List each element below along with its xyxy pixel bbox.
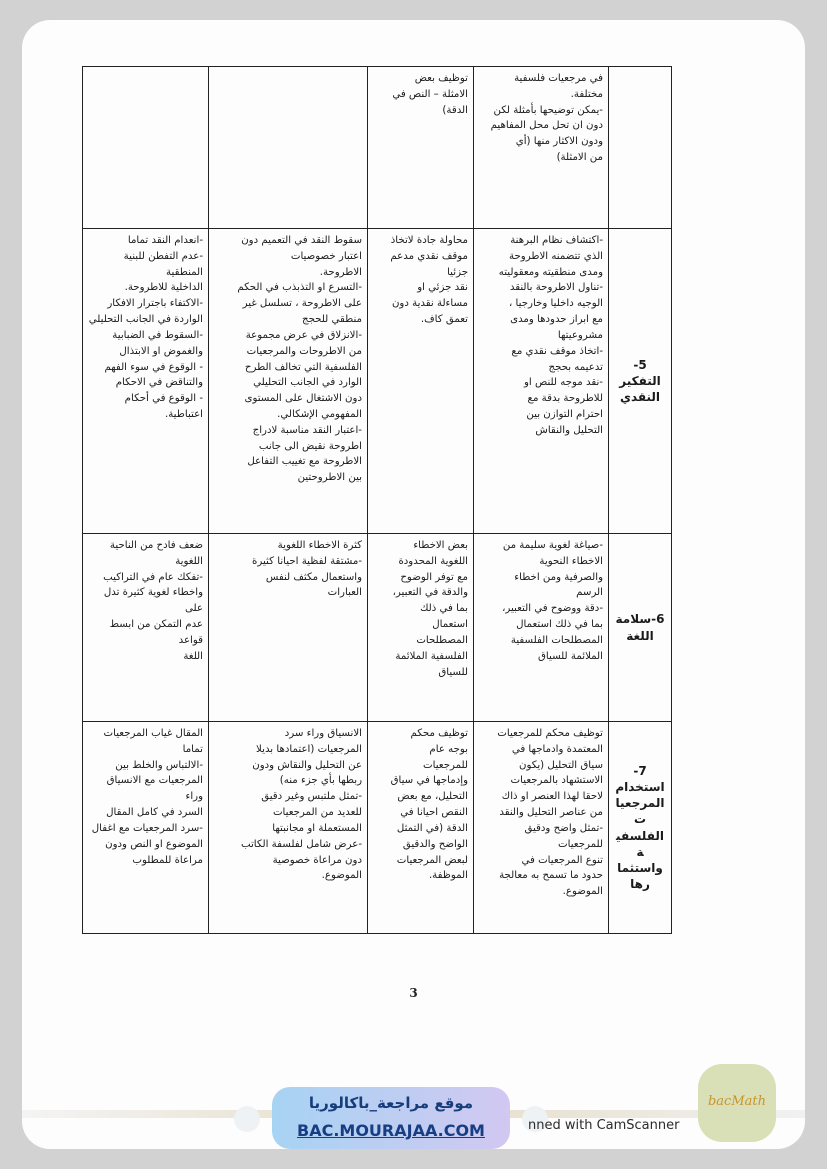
rubric-row xyxy=(83,534,672,722)
cell-line: الامثلة – النص في xyxy=(392,88,468,100)
cell-line: توظيف محكم للمرجعيات xyxy=(497,728,603,739)
cell-line: وإدماجها في سياق xyxy=(390,775,468,787)
cell-line: اعتباطية. xyxy=(164,408,203,420)
cell-line: مع توفر الوضوح xyxy=(400,571,468,583)
rubric-body xyxy=(83,67,672,934)
page-number: 3 xyxy=(409,986,418,1000)
cell-line: واخطاء لغوية كثيرة تدل على xyxy=(103,587,203,615)
cell-line: الانسياق وراء سرد xyxy=(284,728,362,739)
level-cell-c3 xyxy=(209,67,368,229)
cell-line: سقوط النقد في التعميم دون xyxy=(241,235,362,246)
cell-line: واستعمال مكثف لنفس xyxy=(265,571,362,583)
cell-line: الواردة في الجانب التحليلي xyxy=(88,314,203,326)
cell-line: -الاكتفاء باجترار الافكار xyxy=(107,298,203,310)
cell-line: -تمثل ملتبس وغير دقيق xyxy=(261,791,362,803)
cell-line: المفهومي الإشكالي. xyxy=(277,408,362,420)
cell-line: الاستشهاد بالمرجعيات xyxy=(510,775,603,787)
cell-line: اللغوية المحدودة xyxy=(398,555,468,567)
criterion-cell: 5-التفكير النقدي xyxy=(609,229,672,534)
cell-line: المصطلحات الفلسفية xyxy=(510,634,603,646)
document-sheet xyxy=(22,20,805,1149)
cell-line: الموضوع. xyxy=(562,886,603,898)
cell-line: الوارد في الجانب التحليلي xyxy=(253,377,362,389)
cell-line: مختلفة. xyxy=(570,88,603,100)
cell-line: السرد في كامل المقال xyxy=(106,807,203,819)
level-cell-c1 xyxy=(474,67,609,229)
cell-line: في مرجعيات فلسفية xyxy=(514,73,603,84)
cell-line: -التسرع او التذبذب في الحكم xyxy=(237,282,362,294)
cell-line: للمرجعيات xyxy=(423,759,468,771)
cell-line: للسياق xyxy=(438,666,468,678)
cell-line: مراعاة للمطلوب xyxy=(132,854,203,866)
cell-line: الاخطاء النحوية xyxy=(539,555,603,567)
level-cell-c4 xyxy=(83,534,209,722)
left-logo-icon xyxy=(234,1106,260,1132)
cell-line: -مشتقة لفظية احيانا كثيرة xyxy=(252,555,362,567)
cell-line: والغموض او الابتذال xyxy=(119,345,203,357)
cell-line: اطروحة نقيض الى جانب xyxy=(258,440,362,452)
level-cell-c3 xyxy=(209,722,368,934)
cell-line: اعتبار خصوصيات xyxy=(290,250,362,262)
cell-line: تعمق كاف. xyxy=(420,314,468,326)
level-cell-c2 xyxy=(368,722,474,934)
cell-line: الاطروحة مع تغييب التفاعل xyxy=(247,456,362,468)
cell-line: -سرد المرجعيات مع اغفال xyxy=(91,822,203,834)
cell-line: الدقة) xyxy=(442,104,468,116)
cell-line: والتناقض في الاحكام xyxy=(115,377,203,389)
cell-line: -نقد موجه للنص او xyxy=(524,377,603,389)
cell-line: -اكتشاف نظام البرهنة xyxy=(510,235,603,246)
level-cell-c2 xyxy=(368,67,474,229)
cell-line: دون ان تحل محل المفاهيم xyxy=(490,120,603,132)
cell-line: النقص احيانا في xyxy=(400,807,468,819)
level-cell-c1 xyxy=(474,722,609,934)
cell-line: جزئيا xyxy=(447,266,468,278)
level-cell-c3 xyxy=(209,229,368,534)
cell-line: -دقة ووضوح في التعبير، xyxy=(502,603,603,615)
cell-line: -اعتبار النقد مناسبة لادراج xyxy=(252,424,362,436)
cell-line: بوجه عام xyxy=(429,743,468,755)
site-link-badge[interactable] xyxy=(272,1087,510,1149)
cell-line: الذي تتضمنه الاطروحة xyxy=(509,250,603,262)
rubric-row xyxy=(83,722,672,934)
level-cell-c4 xyxy=(83,229,209,534)
cell-line: المرجعيات مع الانسياق وراء xyxy=(106,775,203,803)
cell-line: والصرفية ومن اخطاء xyxy=(514,571,603,583)
cell-line: من الاطروحات والمرجعيات xyxy=(246,345,362,357)
cell-line: -الانزلاق في عرض مجموعة xyxy=(245,329,362,341)
cell-line: ومدى منطقيته ومعقوليته xyxy=(498,266,603,278)
cell-line: ودون الاكثار منها (أي xyxy=(515,136,603,148)
cell-line: موقف نقدي مدعم xyxy=(390,250,468,262)
cell-line: من الامثلة) xyxy=(556,152,603,164)
cell-line: الفلسفية الملائمة xyxy=(395,650,468,662)
cell-line: الموضوع او النص ودون xyxy=(105,838,203,850)
cell-line: بعض الاخطاء xyxy=(413,540,468,551)
cell-line: للعديد من المرجعيات xyxy=(272,807,362,819)
cell-line: للمرجعيات xyxy=(558,838,603,850)
level-cell-c3 xyxy=(209,534,368,722)
scanner-watermark: nned with CamScanner xyxy=(528,1118,680,1133)
cell-line: ضعف فادح من الناحية xyxy=(109,540,203,551)
cell-line: التحليل، مع بعض xyxy=(397,791,468,803)
cell-line: المعتمدة وادماجها في xyxy=(511,743,603,755)
level-cell-c2 xyxy=(368,229,474,534)
cell-line: المستعملة او مجانبتها xyxy=(272,822,362,834)
cell-line: بين الاطروحتين xyxy=(297,472,362,484)
cell-line: ربطها بأي جزء منه) xyxy=(279,775,362,787)
cell-line: -عدم التفطن للبنية المنطقية xyxy=(123,250,203,278)
site-url-link[interactable]: BAC.MOURAJAA.COM xyxy=(297,1121,485,1140)
level-cell-c4 xyxy=(83,722,209,934)
cell-line: اللغة xyxy=(183,650,203,662)
cell-line: -اتخاذ موقف نقدي مع xyxy=(511,345,603,357)
cell-line: -عرض شامل لفلسفة الكاتب xyxy=(240,838,362,850)
cell-line: الموظفة. xyxy=(428,870,468,882)
cell-line: احترام التوازن بين xyxy=(526,408,603,420)
site-name: موقع مراجعة_باكالوريا xyxy=(308,1094,474,1112)
rubric-table xyxy=(82,66,672,934)
cell-line: - الوقوع في سوء الفهم xyxy=(104,361,203,373)
level-cell-c4 xyxy=(83,67,209,229)
cell-line: -السقوط في الضبابية xyxy=(112,329,203,341)
cell-line: الفلسفية التي تخالف الطرح xyxy=(244,361,362,373)
cell-line: الاطروحة. xyxy=(319,266,362,278)
rubric-row xyxy=(83,67,672,229)
cell-line: عدم التمكن من ابسط قواعد xyxy=(109,619,203,646)
cell-line: تدعيمه بحجج xyxy=(548,361,603,373)
cell-line: الملائمة للسياق xyxy=(538,650,603,662)
cell-line: -تفكك عام في التراكيب xyxy=(103,571,203,583)
bacmath-logo-text: bacMath xyxy=(707,1094,766,1109)
cell-line: كثرة الاخطاء اللغوية xyxy=(277,540,362,551)
cell-line: مساءلة نقدية دون xyxy=(391,298,468,310)
cell-line: مشروعيتها xyxy=(557,329,603,341)
criterion-cell xyxy=(609,67,672,229)
cell-line: الداخلية للاطروحة. xyxy=(124,282,203,294)
criterion-cell: 6-سلامة اللغة xyxy=(609,534,672,722)
level-cell-c1 xyxy=(474,534,609,722)
cell-line: الوجيه داخليا وخارجيا ، xyxy=(509,298,603,310)
bacmath-logo xyxy=(698,1064,776,1142)
cell-line: دون الاشتغال على المستوى xyxy=(244,393,362,405)
cell-line: بما في ذلك xyxy=(420,603,468,615)
cell-line: دون مراعاة خصوصية xyxy=(272,854,362,866)
cell-line: -انعدام النقد تماما xyxy=(127,235,203,246)
cell-line: -الالتباس والخلط بين xyxy=(115,759,203,771)
cell-line: لاحقا لهذا العنصر او ذاك xyxy=(501,791,603,803)
cell-line: - الوقوع في أحكام xyxy=(124,393,203,405)
cell-line: منطقي للحجج xyxy=(302,314,362,326)
cell-line: -تمثل واضح ودقيق xyxy=(524,822,603,834)
cell-line: -تناول الاطروحة بالنقد xyxy=(509,282,603,294)
cell-line: اللغوية xyxy=(175,555,203,567)
cell-line: الواضح والدقيق xyxy=(402,838,468,850)
cell-line: -صياغة لغوية سليمة من xyxy=(502,540,603,551)
cell-line: سياق التحليل (يكون xyxy=(518,759,603,771)
cell-line: تنوع المرجعيات في xyxy=(521,854,603,866)
cell-line: مع ابراز حدودها ومدى xyxy=(510,314,603,326)
cell-line: المصطلحات xyxy=(416,634,468,646)
cell-line: حدود ما تسمح به معالجة xyxy=(499,870,603,882)
cell-line: والدقة في التعبير، xyxy=(392,587,468,599)
level-cell-c1 xyxy=(474,229,609,534)
cell-line: على الاطروحة ، تسلسل غير xyxy=(242,298,362,310)
cell-line: الرسم xyxy=(576,587,603,599)
cell-line: توظيف بعض xyxy=(414,73,468,84)
cell-line: محاولة جادة لاتخاذ xyxy=(390,235,468,246)
cell-line: التحليل والنقاش xyxy=(535,424,603,436)
cell-line: توظيف محكم xyxy=(410,728,468,739)
cell-line: -يمكن توضيحها بأمثلة لكن xyxy=(493,104,603,116)
cell-line: بما في ذلك استعمال xyxy=(516,619,603,631)
cell-line: الدقة (في التمثل xyxy=(396,822,468,834)
cell-line: من عناصر التحليل والنقد xyxy=(499,807,603,819)
cell-line: العبارات xyxy=(327,587,362,599)
cell-line: المرجعيات (اعتمادها بديلا xyxy=(256,743,362,755)
cell-line: نقد جزئي او xyxy=(417,282,468,294)
cell-line: استعمال xyxy=(432,619,468,631)
cell-line: الموضوع. xyxy=(321,870,362,882)
cell-line: للاطروحة بدقة مع xyxy=(527,393,603,405)
rubric-row xyxy=(83,229,672,534)
cell-line: المقال غياب المرجعيات تماما xyxy=(103,728,203,755)
level-cell-c2 xyxy=(368,534,474,722)
cell-line: لبعض المرجعيات xyxy=(396,854,468,866)
cell-line: عن التحليل والنقاش ودون xyxy=(252,759,362,771)
criterion-cell: 7-استخدام المرجعيات الفلسفية واستثمارها xyxy=(609,722,672,934)
